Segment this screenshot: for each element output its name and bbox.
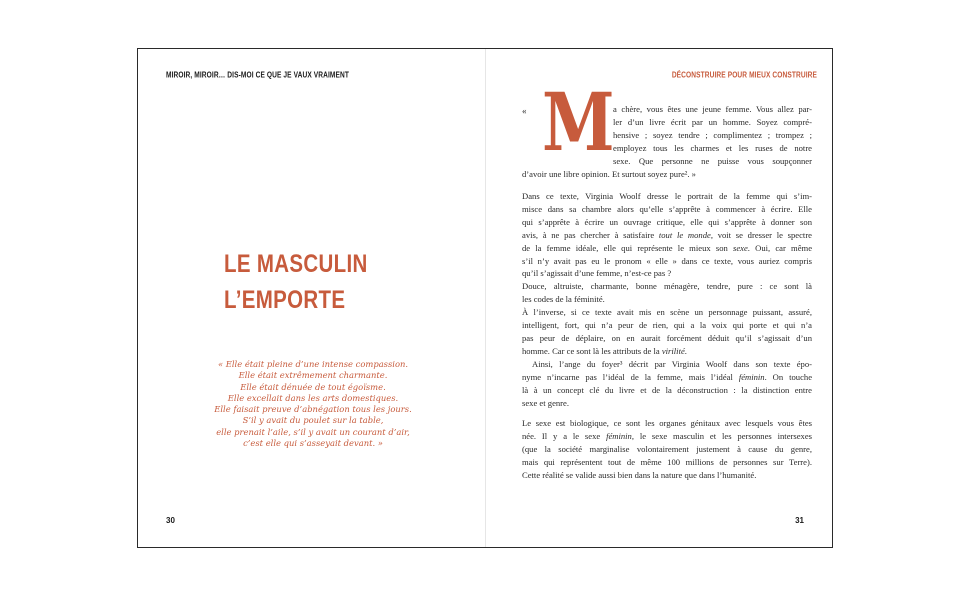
text-line: employez tous les charmes et les ruses de notre: [613, 142, 812, 153]
paragraph-feminine-codes: [522, 280, 812, 306]
text-line: hensive ; soyez tendre ; complimentez ; trompez ;: [613, 129, 812, 140]
chapter-title-line-2: L’EMPORTE: [224, 286, 346, 314]
text-line: ler d’un livre écrit par un homme. Soyez compré-: [613, 116, 812, 127]
right-page-number: 31: [795, 516, 804, 525]
text-line: (que la société marginalise volontairement justement à cause du genre,: [522, 443, 812, 454]
book-spread: [137, 48, 833, 548]
epigraph-line: Elle était dénuée de tout égoïsme.: [240, 381, 386, 392]
text-line: qui s’apprête à écrire un ouvrage critique, elle qui s’apprête à donner son: [522, 216, 812, 227]
right-running-head: DÉCONSTRUIRE POUR MIEUX CONSTRUIRE: [671, 71, 817, 80]
text-line: À l’inverse, si ce texte avait mis en scène un personnage puissant, assuré,: [522, 307, 812, 317]
text-line: de la femme idéale, elle qui représente le mieux son sexe. Oui, car même: [522, 242, 813, 253]
text-line: a chère, vous êtes une jeune femme. Vous allez par-: [613, 104, 812, 114]
lead-paragraph: [613, 103, 812, 168]
text-line: s’il n’y avait pas eu le pronom « elle » dans ce texte, vous auriez compris: [522, 255, 812, 266]
epigraph-line: Elle faisait preuve d’abnégation tous les jours.: [214, 404, 412, 415]
text-line: mais qui représentent tout de même 100 millions de personnes sur Terre).: [522, 456, 812, 467]
text-line: sexe et genre.: [522, 397, 570, 408]
epigraph-line: elle prenait l’aile, s’il y avait un courant d’air,: [216, 426, 410, 437]
text-line: Douce, altruiste, charmante, bonne ménagère, tendre, pure : ce sont là: [522, 281, 812, 291]
epigraph-line: Elle excellait dans les arts domestiques.: [227, 392, 399, 403]
paragraph-virility: [522, 306, 812, 358]
text-line: Le sexe est biologique, ce sont les organes génitaux avec lesquels vous êtes: [522, 418, 812, 428]
left-page: [138, 49, 485, 547]
left-running-head: MIROIR, MIROIR… DIS-MOI CE QUE JE VAUX VRAIMENT: [166, 71, 349, 80]
lead-paragraph-end: [522, 168, 812, 181]
text-line: avis, à ne pas chercher à satisfaire tout le monde, voit se dresser le spectre: [522, 229, 812, 240]
text-line: pas peur de déplaire, on en aurait forcément déduit qu’il s’agissait d’un: [522, 332, 812, 343]
drop-cap-letter: M: [542, 75, 615, 169]
text-line: là à un concept clé du livre et de la déconstruction : la distinction entre: [522, 384, 812, 395]
left-page-number: 30: [166, 516, 175, 525]
paragraph-angel-house: [522, 358, 812, 410]
text-line: intelligent, fort, qui n’a peur de rien, qui a la voix qui porte et qui n’a: [522, 319, 812, 330]
paragraph-sex-biology: [522, 417, 812, 482]
chapter-title-line-1: LE MASCULIN: [224, 250, 368, 278]
epigraph-line: c’est elle qui s’asseyait devant. »: [243, 438, 383, 449]
epigraph-line: S’il y avait du poulet sur la table,: [242, 415, 384, 426]
paragraph-woolf-portrait: [522, 190, 812, 280]
text-line: née. Il y a le sexe féminin, le sexe masculin et les personnes intersexes: [522, 430, 812, 441]
text-line: misce dans sa chambre alors qu’elle s’apprête à commencer à écrire. Elle: [522, 203, 812, 214]
text-line: nyme n’incarne pas l’idéal de la femme, mais l’idéal féminin. On touche: [522, 371, 813, 382]
epigraph-quote: [178, 359, 448, 449]
opening-quote-mark: «: [522, 106, 527, 116]
text-line: sexe. Que personne ne puisse vous soupçonner: [613, 155, 812, 166]
text-line: homme. Car ce sont là les attributs de la virilité.: [522, 345, 687, 356]
text-line: Ainsi, l’ange du foyer³ décrit par Virginia Woolf dans son texte épo-: [532, 359, 812, 369]
epigraph-line: « Elle était pleine d’une intense compassion.: [217, 359, 409, 369]
text-line: les codes de la féminité.: [522, 293, 605, 304]
text-line: Cette réalité se valide aussi bien dans la nature que dans l’humanité.: [522, 469, 757, 480]
epigraph-line: Elle était extrêmement charmante.: [238, 370, 388, 381]
text-line: Dans ce texte, Virginia Woolf dresse le portrait de la femme qui s’im-: [522, 191, 812, 201]
chapter-title: [224, 246, 368, 318]
text-line: d’avoir une libre opinion. Et surtout soyez pure². »: [522, 168, 696, 179]
right-page: [486, 49, 832, 547]
text-line: qu’il s’agissait d’une femme, n’est-ce pas ?: [522, 268, 672, 279]
